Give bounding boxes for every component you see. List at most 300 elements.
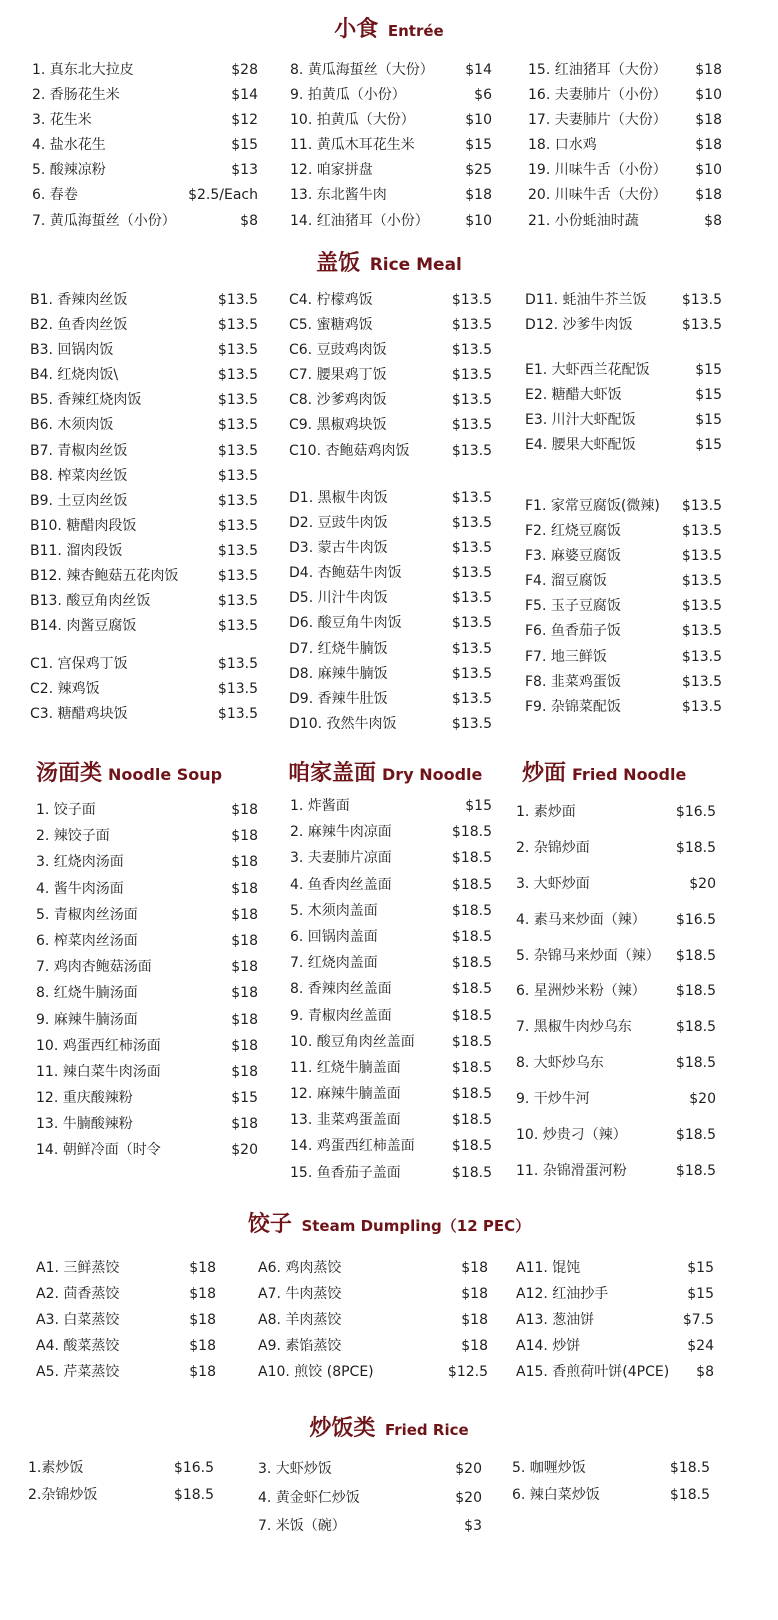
menu-item-price: $13.5 [451, 715, 492, 732]
menu-item-price: $13.5 [451, 490, 492, 506]
menu-item [289, 288, 492, 313]
menu-item [36, 1307, 216, 1333]
menu-item-name: D1. 黑椒牛肉饭 [289, 490, 388, 506]
menu-item-price: $13.5 [451, 417, 492, 434]
menu-item-price: $18 [695, 137, 722, 154]
menu-item-price: $18.5 [451, 1138, 492, 1155]
menu-item-price: $13.5 [681, 698, 722, 715]
menu-item [525, 594, 722, 619]
menu-item-name: 5. 杂锦马来炒面（辣） [516, 947, 660, 964]
menu-item-name: 9. 青椒肉丝盖面 [290, 1007, 392, 1024]
menu-item [32, 183, 258, 208]
menu-item-name: D8. 麻辣牛腩饭 [289, 665, 388, 682]
entree-heading-en: Entrée [387, 22, 444, 40]
menu-item [289, 363, 492, 388]
menu-item-name: F9. 杂锦菜配饭 [525, 698, 621, 715]
menu-item-price: $13.5 [681, 623, 722, 640]
menu-item-name: 3. 红烧肉汤面 [36, 854, 124, 871]
menu-item-name: B9. 土豆肉丝饭 [30, 492, 128, 509]
menu-item [36, 1255, 216, 1281]
menu-item-name: C6. 豆豉鸡肉饭 [289, 342, 387, 359]
menu-item [290, 793, 492, 819]
menu-item-name: E2. 糖醋大虾饭 [525, 387, 622, 404]
menu-item-price: $18 [461, 1286, 488, 1302]
menu-item-name: 11. 辣白菜牛肉汤面 [36, 1063, 161, 1080]
menu-item-name: E1. 大虾西兰花配饭 [525, 362, 650, 378]
menu-item [258, 1512, 482, 1541]
menu-item-name: 16. 夫妻肺片（小份） [528, 87, 667, 104]
menu-item-price: $13.5 [451, 590, 492, 607]
menu-item-name: F5. 玉子豆腐饭 [525, 598, 621, 615]
menu-item-name: A7. 牛肉蒸饺 [258, 1286, 342, 1302]
menu-item-name: 4. 黄金虾仁炒饭 [258, 1489, 360, 1506]
menu-item-price: $18.5 [669, 1487, 710, 1503]
menu-item-name: 9. 干炒牛河 [516, 1091, 590, 1108]
menu-item-price: $18.5 [675, 1055, 716, 1072]
menu-item-price: $13.5 [217, 442, 258, 459]
menu-item-name: 1. 素炒面 [516, 804, 576, 820]
menu-item [30, 677, 258, 702]
menu-item-name: 6. 辣白菜炒饭 [512, 1487, 600, 1503]
menu-item [290, 924, 492, 950]
menu-item [30, 652, 258, 677]
menu-item-name: D5. 川汁牛肉饭 [289, 590, 388, 607]
menu-item [289, 611, 492, 636]
menu-item-name: 7. 鸡肉杏鲍菇汤面 [36, 959, 152, 976]
menu-item-price: $18 [189, 1312, 216, 1328]
menu-item-price: $18 [231, 1063, 258, 1080]
menu-item-name: 12. 咱家拼盘 [290, 162, 373, 179]
menu-item-name: 10. 炒贵刁（辣） [516, 1127, 627, 1144]
menu-item-name: B8. 榨菜肉丝饭 [30, 467, 128, 484]
menu-item-name: 17. 夫妻肺片（大份） [528, 112, 667, 129]
menu-item-name: D3. 蒙古牛肉饭 [289, 540, 388, 557]
menu-item [290, 1081, 492, 1107]
menu-item-name: 8. 香辣肉丝盖面 [290, 981, 392, 998]
fried-noodle-column [516, 795, 716, 1190]
dumpling-heading-zh: 饺子 [247, 1212, 292, 1237]
menu-item [516, 1281, 714, 1307]
menu-item [258, 1359, 488, 1385]
menu-item-price: $20 [455, 1461, 482, 1477]
menu-item [289, 662, 492, 687]
menu-item-name: D12. 沙爹牛肉饭 [525, 317, 633, 334]
menu-item [525, 288, 722, 313]
menu-item [525, 358, 722, 383]
menu-item-price: $13.5 [681, 573, 722, 590]
menu-item-price: $13.5 [451, 292, 492, 308]
menu-item-name: 8. 红烧牛腩汤面 [36, 985, 138, 1002]
menu-item-name: 11. 杂锦滑蛋河粉 [516, 1162, 627, 1179]
menu-item-price: $18.5 [451, 1164, 492, 1181]
menu-item [289, 511, 492, 536]
menu-item-name: A2. 茴香蒸饺 [36, 1286, 120, 1302]
menu-item-price: $13.5 [451, 615, 492, 632]
menu-item-price: $13.5 [217, 542, 258, 559]
menu-item [289, 413, 492, 438]
menu-item-price: $13.5 [681, 598, 722, 615]
menu-item [528, 183, 722, 208]
menu-item-name: 9. 麻辣牛腩汤面 [36, 1011, 138, 1028]
menu-item-name: 13. 韭菜鸡蛋盖面 [290, 1112, 401, 1129]
rice-meal-column [525, 494, 722, 720]
menu-item-name: 4. 盐水花生 [32, 137, 106, 154]
menu-item-price: $18 [695, 62, 722, 78]
menu-item-name: 11. 黄瓜木耳花生米 [290, 137, 415, 154]
menu-item [516, 795, 716, 831]
menu-item-name: 3. 花生米 [32, 112, 92, 129]
menu-item-name: D7. 红烧牛腩饭 [289, 640, 388, 657]
menu-item-price: $18.5 [451, 902, 492, 919]
menu-item-name: 8. 黄瓜海蜇丝（大份） [290, 62, 434, 78]
menu-item-price: $15 [695, 362, 722, 378]
fried-rice-heading-en: Fried Rice [384, 1421, 469, 1439]
menu-item-name: 2. 香肠花生米 [32, 87, 120, 104]
menu-item-price: $18.5 [451, 824, 492, 841]
menu-item-name: 15. 红油猪耳（大份） [528, 62, 667, 78]
menu-item-price: $13.5 [217, 467, 258, 484]
menu-item-price: $18 [189, 1286, 216, 1302]
menu-item [528, 108, 722, 133]
menu-item-price: $15 [687, 1260, 714, 1276]
fried-noodle-heading [522, 756, 686, 787]
menu-item [525, 494, 722, 519]
menu-item-name: D9. 香辣牛肚饭 [289, 690, 388, 707]
menu-item-price: $13.5 [451, 540, 492, 557]
menu-item-price: $28 [231, 62, 258, 78]
fried-rice-heading-zh: 炒饭类 [309, 1416, 376, 1441]
menu-item-name: 7. 米饭（碗） [258, 1518, 346, 1534]
menu-item-price: $13.5 [681, 673, 722, 690]
menu-item-name: 6. 榨菜肉丝汤面 [36, 932, 138, 949]
menu-item-name: 7. 红烧肉盖面 [290, 955, 378, 972]
menu-item-name: B11. 溜肉段饭 [30, 542, 123, 559]
menu-item-name: A1. 三鲜蒸饺 [36, 1260, 120, 1276]
menu-item-price: $13.5 [451, 442, 492, 459]
menu-item [36, 797, 258, 823]
menu-item-price: $18 [189, 1338, 216, 1354]
menu-item-name: 3. 大虾炒饭 [258, 1461, 332, 1477]
menu-item [290, 898, 492, 924]
menu-item-price: $15 [231, 137, 258, 154]
menu-item [30, 564, 258, 589]
menu-item-name: 21. 小份蚝油时蔬 [528, 212, 639, 229]
menu-item-name: 4. 鱼香肉丝盖面 [290, 876, 392, 893]
menu-item-name: C4. 柠檬鸡饭 [289, 292, 373, 308]
menu-item-price: $18 [695, 112, 722, 129]
menu-item [36, 1007, 258, 1033]
menu-item-name: 12. 麻辣牛腩盖面 [290, 1086, 401, 1103]
menu-item [290, 158, 492, 183]
menu-item-price: $7.5 [682, 1312, 714, 1328]
menu-item-name: B7. 青椒肉丝饭 [30, 442, 128, 459]
menu-item-price: $12.5 [447, 1364, 488, 1380]
menu-item-name: 18. 口水鸡 [528, 137, 597, 154]
menu-item-price: $12 [231, 112, 258, 129]
menu-item [290, 133, 492, 158]
menu-item [516, 1154, 716, 1190]
menu-item [525, 670, 722, 695]
menu-item-name: A14. 炒饼 [516, 1338, 581, 1354]
menu-item-name: 2. 辣饺子面 [36, 828, 110, 845]
menu-item [290, 819, 492, 845]
menu-item-price: $18.5 [451, 955, 492, 972]
menu-item-price: $18.5 [451, 850, 492, 867]
menu-item [289, 338, 492, 363]
menu-item-price: $18 [231, 828, 258, 845]
menu-item-name: 14. 红油猪耳（小份） [290, 212, 429, 229]
rice-meal-heading [0, 246, 778, 277]
entree-heading [0, 12, 778, 43]
menu-item-price: $13.5 [681, 648, 722, 665]
menu-item-price: $8 [696, 1364, 714, 1380]
menu-item-name: F3. 麻婆豆腐饭 [525, 548, 621, 565]
menu-item [30, 489, 258, 514]
menu-item [36, 1059, 258, 1085]
menu-item-name: D10. 孜然牛肉饭 [289, 715, 397, 732]
menu-item [290, 1003, 492, 1029]
menu-item-price: $18.5 [675, 839, 716, 856]
menu-item-name: 7. 黄瓜海蜇丝（小份） [32, 212, 176, 229]
menu-item-price: $16.5 [675, 911, 716, 928]
menu-item-name: 3. 大虾炒面 [516, 875, 590, 892]
menu-item [290, 872, 492, 898]
menu-item [30, 514, 258, 539]
menu-item-name: C3. 糖醋鸡块饭 [30, 706, 128, 723]
menu-item-price: $13.5 [451, 317, 492, 334]
menu-item-name: C7. 腰果鸡丁饭 [289, 367, 387, 384]
menu-item-name: D4. 杏鲍菇牛肉饭 [289, 565, 402, 582]
menu-item-price: $13.5 [217, 593, 258, 610]
menu-item [516, 939, 716, 975]
menu-item-price: $13.5 [451, 640, 492, 657]
rice-meal-column [289, 486, 492, 737]
menu-item [525, 619, 722, 644]
menu-item-name: C8. 沙爹鸡肉饭 [289, 392, 387, 409]
menu-item [516, 1118, 716, 1154]
menu-item-name: 6. 春卷 [32, 187, 78, 204]
rice-meal-column [289, 288, 492, 464]
menu-item [525, 544, 722, 569]
menu-item-name: C1. 宫保鸡丁饭 [30, 656, 128, 672]
menu-item-price: $18 [231, 959, 258, 976]
menu-item [289, 486, 492, 511]
menu-item [525, 383, 722, 408]
menu-item [516, 831, 716, 867]
menu-item-name: 7. 黑椒牛肉炒乌东 [516, 1019, 632, 1036]
menu-item [516, 1046, 716, 1082]
menu-item-name: B12. 辣杏鲍菇五花肉饭 [30, 568, 179, 585]
menu-item [289, 561, 492, 586]
menu-item-price: $15 [695, 437, 722, 454]
menu-item [28, 1482, 214, 1509]
rice-meal-column [30, 288, 258, 639]
menu-item-price: $13.5 [217, 656, 258, 672]
menu-item-name: 4. 素马来炒面（辣） [516, 911, 646, 928]
menu-item [525, 695, 722, 720]
menu-item-name: A11. 馄饨 [516, 1260, 581, 1276]
menu-item-price: $13.5 [217, 367, 258, 384]
menu-item [512, 1482, 710, 1509]
menu-item-name: D11. 蚝油牛芥兰饭 [525, 292, 647, 308]
entree-column [528, 58, 722, 234]
menu-item-name: B5. 香辣红烧肉饭 [30, 392, 142, 409]
menu-item-name: A13. 葱油饼 [516, 1312, 595, 1328]
noodle-soup-heading-en: Noodle Soup [108, 765, 223, 784]
menu-item [30, 614, 258, 639]
rice-meal-column [525, 288, 722, 338]
menu-item [525, 569, 722, 594]
menu-item-price: $24 [687, 1338, 714, 1354]
menu-item [528, 58, 722, 83]
menu-item-name: 5. 咖喱炒饭 [512, 1460, 586, 1476]
menu-item-price: $18 [231, 880, 258, 897]
menu-item-name: E4. 腰果大虾配饭 [525, 437, 636, 454]
menu-item-price: $18.5 [675, 1127, 716, 1144]
menu-item-name: A4. 酸菜蒸饺 [36, 1338, 120, 1354]
menu-item [258, 1307, 488, 1333]
menu-item-name: D2. 豆豉牛肉饭 [289, 515, 388, 532]
menu-item-name: B13. 酸豆角肉丝饭 [30, 593, 151, 610]
menu-item-name: 3. 夫妻肺片凉面 [290, 850, 392, 867]
menu-item-price: $18 [231, 1011, 258, 1028]
menu-item [28, 1455, 214, 1482]
menu-item-price: $18 [465, 187, 492, 204]
menu-item [516, 903, 716, 939]
menu-item [528, 133, 722, 158]
menu-item [525, 433, 722, 458]
menu-item-name: F2. 红烧豆腐饭 [525, 523, 621, 540]
menu-item-name: B3. 回锅肉饭 [30, 342, 114, 359]
menu-item-price: $18 [189, 1260, 216, 1276]
menu-item-name: 13. 牛腩酸辣粉 [36, 1116, 133, 1133]
menu-item-name: 5. 木须肉盖面 [290, 902, 378, 919]
menu-item [290, 1133, 492, 1159]
menu-item-price: $18.5 [451, 1112, 492, 1129]
menu-item-price: $13.5 [681, 523, 722, 540]
menu-item-name: B10. 糖醋肉段饭 [30, 517, 137, 534]
menu-item-price: $18.5 [451, 876, 492, 893]
dumpling-heading [0, 1207, 778, 1238]
menu-item-name: 6. 回锅肉盖面 [290, 928, 378, 945]
menu-item [36, 876, 258, 902]
dumpling-column [258, 1255, 488, 1385]
menu-item-price: $10 [465, 112, 492, 129]
menu-item-price: $18 [231, 1037, 258, 1054]
menu-item [289, 687, 492, 712]
menu-item-price: $15 [695, 412, 722, 429]
menu-item [516, 1255, 714, 1281]
menu-item-name: C9. 黑椒鸡块饭 [289, 417, 387, 434]
fried-rice-column [512, 1455, 710, 1509]
menu-item-price: $14 [465, 62, 492, 78]
menu-item-name: A9. 素馅蒸饺 [258, 1338, 342, 1354]
menu-item-price: $18 [231, 985, 258, 1002]
menu-item-price: $18.5 [669, 1460, 710, 1476]
fried-rice-column [28, 1455, 214, 1509]
menu-item [516, 1082, 716, 1118]
menu-item-price: $13.5 [217, 292, 258, 308]
noodle-soup-column [36, 797, 258, 1164]
menu-item-name: A5. 芹菜蒸饺 [36, 1364, 120, 1380]
menu-item-name: 14. 鸡蛋西红柿盖面 [290, 1138, 415, 1155]
menu-item [528, 209, 722, 234]
menu-item [258, 1255, 488, 1281]
menu-item-price: $10 [465, 212, 492, 229]
menu-item-price: $18.5 [675, 983, 716, 1000]
menu-item-price: $16.5 [675, 804, 716, 820]
noodle-soup-heading-zh: 汤面类 [36, 761, 103, 786]
menu-item [36, 1085, 258, 1111]
menu-item-name: 5. 酸辣凉粉 [32, 162, 106, 179]
menu-item-price: $15 [231, 1090, 258, 1107]
menu-item-name: C2. 辣鸡饭 [30, 681, 100, 698]
menu-item [30, 288, 258, 313]
menu-item [36, 1137, 258, 1163]
dumpling-column [516, 1255, 714, 1385]
menu-item [36, 1111, 258, 1137]
menu-item [30, 413, 258, 438]
menu-item-price: $20 [231, 1142, 258, 1159]
menu-item [289, 536, 492, 561]
menu-item-price: $15 [687, 1286, 714, 1302]
menu-item-price: $18 [461, 1312, 488, 1328]
menu-item [30, 589, 258, 614]
menu-item-price: $18 [461, 1338, 488, 1354]
menu-item-price: $20 [455, 1489, 482, 1506]
menu-item-price: $18 [231, 802, 258, 818]
menu-item-price: $18 [231, 854, 258, 871]
menu-item-price: $18.5 [451, 1007, 492, 1024]
menu-item [32, 83, 258, 108]
dry-noodle-heading [288, 756, 482, 787]
menu-item-price: $8 [704, 212, 722, 229]
menu-item [30, 464, 258, 489]
entree-heading-zh: 小食 [334, 17, 379, 42]
menu-item-name: 1. 炸酱面 [290, 798, 350, 814]
menu-item-price: $15 [695, 387, 722, 404]
rice-meal-heading-zh: 盖饭 [316, 251, 361, 276]
menu-item-name: C10. 杏鲍菇鸡肉饭 [289, 442, 410, 459]
menu-item-price: $13.5 [451, 515, 492, 532]
menu-item-price: $10 [695, 162, 722, 179]
menu-item [36, 849, 258, 875]
menu-item-name: B14. 肉酱豆腐饭 [30, 618, 137, 635]
menu-item-price: $18.5 [173, 1487, 214, 1503]
menu-item-price: $13.5 [451, 392, 492, 409]
menu-item [30, 439, 258, 464]
menu-item-price: $13.5 [451, 342, 492, 359]
menu-item [290, 1160, 492, 1186]
menu-item [289, 712, 492, 737]
menu-item-price: $13.5 [217, 568, 258, 585]
menu-item-name: C5. 蜜糖鸡饭 [289, 317, 373, 334]
menu-item-price: $18 [231, 1116, 258, 1133]
menu-item-price: $16.5 [173, 1460, 214, 1476]
menu-item [32, 58, 258, 83]
menu-item-price: $18.5 [451, 928, 492, 945]
menu-item-name: D6. 酸豆角牛肉饭 [289, 615, 402, 632]
menu-item [30, 388, 258, 413]
menu-item-price: $13.5 [217, 342, 258, 359]
menu-item-name: B6. 木须肉饭 [30, 417, 114, 434]
menu-item [290, 83, 492, 108]
menu-item-name: A10. 煎饺 (8PCE) [258, 1364, 374, 1380]
menu-item [528, 83, 722, 108]
menu-item-price: $18.5 [675, 947, 716, 964]
menu-item-name: 1. 真东北大拉皮 [32, 62, 134, 78]
menu-item [258, 1333, 488, 1359]
